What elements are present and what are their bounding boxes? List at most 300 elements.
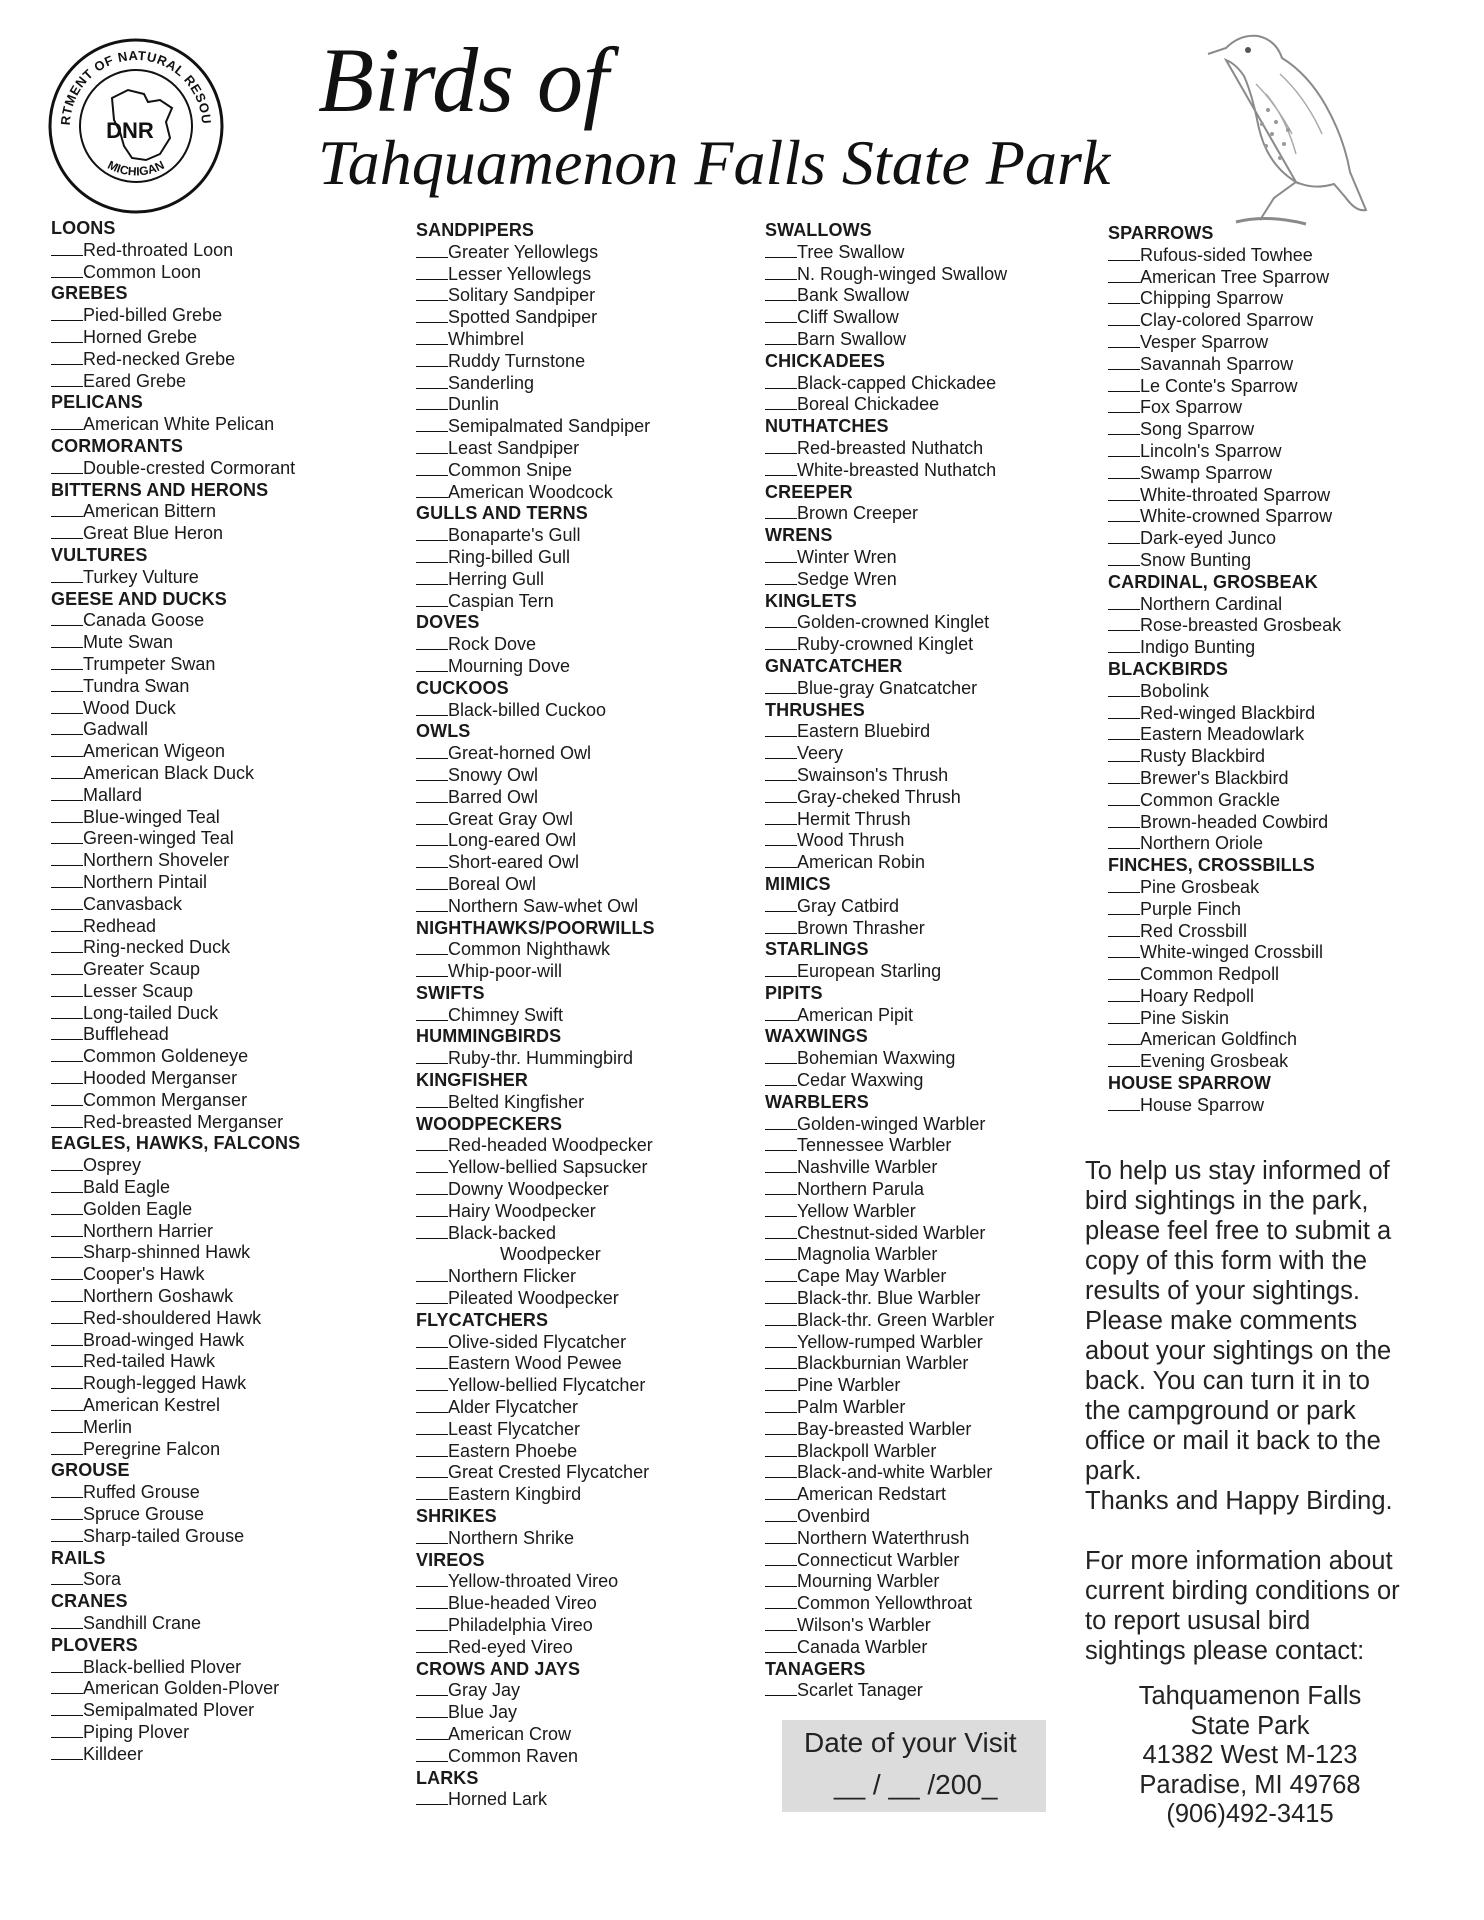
- species-checklist-item[interactable]: [51, 654, 391, 676]
- checkbox-blank[interactable]: [765, 1311, 797, 1326]
- species-checklist-item[interactable]: [1108, 441, 1448, 463]
- checkbox-blank[interactable]: [1108, 464, 1140, 479]
- checkbox-blank[interactable]: [1108, 551, 1140, 566]
- species-checklist-item[interactable]: [765, 1005, 1105, 1027]
- checkbox-blank[interactable]: [765, 1551, 797, 1566]
- checkbox-blank[interactable]: [1108, 268, 1140, 283]
- checkbox-blank[interactable]: [1108, 747, 1140, 762]
- species-checklist-item[interactable]: [416, 1266, 756, 1288]
- checkbox-blank[interactable]: [765, 1115, 797, 1130]
- species-checklist-item[interactable]: [1108, 724, 1448, 746]
- species-checklist-item[interactable]: [51, 1504, 391, 1526]
- species-checklist-item[interactable]: [416, 1157, 756, 1179]
- species-checklist-item[interactable]: [765, 1680, 1105, 1702]
- species-checklist-item[interactable]: [1108, 310, 1448, 332]
- checkbox-blank[interactable]: [51, 1679, 83, 1694]
- checkbox-blank[interactable]: [1108, 420, 1140, 435]
- species-checklist-item[interactable]: [416, 264, 756, 286]
- species-checklist-item[interactable]: [765, 1571, 1105, 1593]
- species-checklist-item[interactable]: [1108, 463, 1448, 485]
- checkbox-blank[interactable]: [765, 1071, 797, 1086]
- checkbox-blank[interactable]: [51, 1701, 83, 1716]
- species-checklist-item[interactable]: [416, 547, 756, 569]
- species-checklist-item[interactable]: [1108, 376, 1448, 398]
- checkbox-blank[interactable]: [1108, 682, 1140, 697]
- checkbox-blank[interactable]: [416, 1158, 448, 1173]
- checkbox-blank[interactable]: [765, 1442, 797, 1457]
- species-checklist-item[interactable]: [416, 438, 756, 460]
- checkbox-blank[interactable]: [765, 439, 797, 454]
- checkbox-blank[interactable]: [416, 330, 448, 345]
- checkbox-blank[interactable]: [765, 1507, 797, 1522]
- checkbox-blank[interactable]: [1108, 725, 1140, 740]
- species-checklist-item[interactable]: [765, 1484, 1105, 1506]
- checkbox-blank[interactable]: [51, 241, 83, 256]
- checkbox-blank[interactable]: [765, 1158, 797, 1173]
- checkbox-blank[interactable]: [51, 1527, 83, 1542]
- species-checklist-item[interactable]: [416, 482, 756, 504]
- checkbox-blank[interactable]: [51, 1483, 83, 1498]
- checkbox-blank[interactable]: [1108, 1096, 1140, 1111]
- checkbox-blank[interactable]: [51, 895, 83, 910]
- checkbox-blank[interactable]: [765, 308, 797, 323]
- checkbox-blank[interactable]: [416, 788, 448, 803]
- species-checklist-item[interactable]: [1108, 1008, 1448, 1030]
- species-checklist-item[interactable]: [765, 547, 1105, 569]
- checkbox-blank[interactable]: [765, 919, 797, 934]
- species-checklist-item[interactable]: [51, 828, 391, 850]
- checkbox-blank[interactable]: [1108, 246, 1140, 261]
- species-checklist-item[interactable]: [416, 460, 756, 482]
- species-checklist-item[interactable]: [765, 1135, 1105, 1157]
- checkbox-blank[interactable]: [416, 1136, 448, 1151]
- species-checklist-item[interactable]: [51, 1439, 391, 1461]
- species-checklist-item[interactable]: [51, 327, 391, 349]
- checkbox-blank[interactable]: [765, 744, 797, 759]
- species-checklist-item[interactable]: [1108, 812, 1448, 834]
- species-checklist-item[interactable]: [51, 1068, 391, 1090]
- species-checklist-item[interactable]: [416, 1789, 756, 1811]
- checkbox-blank[interactable]: [765, 1485, 797, 1500]
- species-checklist-item[interactable]: [765, 765, 1105, 787]
- species-checklist-item[interactable]: [416, 1593, 756, 1615]
- checkbox-blank[interactable]: [765, 1638, 797, 1653]
- species-checklist-item[interactable]: [51, 959, 391, 981]
- species-checklist-item[interactable]: [1108, 528, 1448, 550]
- checkbox-blank[interactable]: [416, 701, 448, 716]
- species-checklist-item[interactable]: [765, 1353, 1105, 1375]
- species-checklist-item[interactable]: [51, 1024, 391, 1046]
- checkbox-blank[interactable]: [765, 1267, 797, 1282]
- checkbox-blank[interactable]: [1108, 486, 1140, 501]
- checkbox-blank[interactable]: [416, 439, 448, 454]
- species-checklist-item[interactable]: [416, 1746, 756, 1768]
- species-checklist-item[interactable]: [765, 743, 1105, 765]
- species-checklist-item[interactable]: [416, 1571, 756, 1593]
- checkbox-blank[interactable]: [51, 633, 83, 648]
- species-checklist-item[interactable]: [765, 285, 1105, 307]
- species-checklist-item[interactable]: [51, 1308, 391, 1330]
- checkbox-blank[interactable]: [51, 764, 83, 779]
- checkbox-blank[interactable]: [51, 1614, 83, 1629]
- species-checklist-item[interactable]: [416, 525, 756, 547]
- species-checklist-item[interactable]: [51, 1090, 391, 1112]
- species-checklist-item[interactable]: [765, 438, 1105, 460]
- checkbox-blank[interactable]: [1108, 813, 1140, 828]
- checkbox-blank[interactable]: [765, 613, 797, 628]
- species-checklist-item[interactable]: [1108, 964, 1448, 986]
- species-checklist-item[interactable]: [416, 1179, 756, 1201]
- species-checklist-item[interactable]: [1108, 768, 1448, 790]
- species-checklist-item[interactable]: [1108, 703, 1448, 725]
- checkbox-blank[interactable]: [765, 766, 797, 781]
- checkbox-blank[interactable]: [51, 1418, 83, 1433]
- species-checklist-item[interactable]: [51, 1613, 391, 1635]
- species-checklist-item[interactable]: [765, 1157, 1105, 1179]
- checkbox-blank[interactable]: [1108, 289, 1140, 304]
- checkbox-blank[interactable]: [765, 1420, 797, 1435]
- species-checklist-item[interactable]: [416, 1092, 756, 1114]
- checkbox-blank[interactable]: [51, 568, 83, 583]
- checkbox-blank[interactable]: [765, 461, 797, 476]
- checkbox-blank[interactable]: [1108, 900, 1140, 915]
- checkbox-blank[interactable]: [416, 1006, 448, 1021]
- checkbox-blank[interactable]: [765, 1572, 797, 1587]
- species-checklist-item[interactable]: [765, 503, 1105, 525]
- species-checklist-item[interactable]: [416, 329, 756, 351]
- checkbox-blank[interactable]: [1108, 442, 1140, 457]
- species-checklist-item[interactable]: [1108, 899, 1448, 921]
- species-checklist-item[interactable]: [416, 961, 756, 983]
- species-checklist-item[interactable]: [1108, 637, 1448, 659]
- checkbox-blank[interactable]: [51, 655, 83, 670]
- species-checklist-item[interactable]: [51, 610, 391, 632]
- species-checklist-item[interactable]: [765, 1048, 1105, 1070]
- species-checklist-item[interactable]: [1108, 615, 1448, 637]
- species-checklist-item[interactable]: [51, 981, 391, 1003]
- species-checklist-item[interactable]: [1108, 397, 1448, 419]
- checkbox-blank[interactable]: [765, 1180, 797, 1195]
- checkbox-blank[interactable]: [51, 720, 83, 735]
- species-checklist-item[interactable]: [765, 1462, 1105, 1484]
- checkbox-blank[interactable]: [765, 243, 797, 258]
- checkbox-blank[interactable]: [51, 1440, 83, 1455]
- checkbox-blank[interactable]: [765, 1333, 797, 1348]
- species-checklist-item[interactable]: [1108, 485, 1448, 507]
- species-checklist-item[interactable]: [51, 240, 391, 262]
- species-checklist-item[interactable]: [1108, 1051, 1448, 1073]
- species-checklist-item[interactable]: [1108, 1029, 1448, 1051]
- checkbox-blank[interactable]: [765, 1681, 797, 1696]
- checkbox-blank[interactable]: [1108, 616, 1140, 631]
- species-checklist-item[interactable]: [765, 1223, 1105, 1245]
- checkbox-blank[interactable]: [51, 1745, 83, 1760]
- checkbox-blank[interactable]: [416, 1572, 448, 1587]
- species-checklist-item[interactable]: [416, 242, 756, 264]
- species-checklist-item[interactable]: [765, 612, 1105, 634]
- checkbox-blank[interactable]: [416, 766, 448, 781]
- checkbox-blank[interactable]: [51, 982, 83, 997]
- checkbox-blank[interactable]: [1108, 704, 1140, 719]
- species-checklist-item[interactable]: [765, 373, 1105, 395]
- checkbox-blank[interactable]: [765, 1136, 797, 1151]
- checkbox-blank[interactable]: [416, 243, 448, 258]
- species-checklist-item[interactable]: [416, 830, 756, 852]
- checkbox-blank[interactable]: [1108, 595, 1140, 610]
- species-checklist-item[interactable]: [51, 937, 391, 959]
- species-checklist-item[interactable]: [51, 1221, 391, 1243]
- species-checklist-item[interactable]: [765, 1244, 1105, 1266]
- species-checklist-item[interactable]: [51, 501, 391, 523]
- checkbox-blank[interactable]: [416, 1224, 448, 1239]
- checkbox-blank[interactable]: [1108, 377, 1140, 392]
- species-checklist-item[interactable]: [416, 1223, 756, 1245]
- species-checklist-item[interactable]: [765, 1419, 1105, 1441]
- checkbox-blank[interactable]: [51, 1265, 83, 1280]
- checkbox-blank[interactable]: [765, 570, 797, 585]
- species-checklist-item[interactable]: [51, 1569, 391, 1591]
- checkbox-blank[interactable]: [51, 1156, 83, 1171]
- species-checklist-item[interactable]: [1108, 245, 1448, 267]
- checkbox-blank[interactable]: [765, 1049, 797, 1064]
- species-checklist-item[interactable]: [51, 1199, 391, 1221]
- checkbox-blank[interactable]: [51, 677, 83, 692]
- checkbox-blank[interactable]: [416, 1703, 448, 1718]
- checkbox-blank[interactable]: [51, 1091, 83, 1106]
- species-checklist-item[interactable]: [51, 807, 391, 829]
- species-checklist-item[interactable]: [1108, 833, 1448, 855]
- species-checklist-item[interactable]: [1108, 1095, 1448, 1117]
- species-checklist-item[interactable]: [416, 1353, 756, 1375]
- species-checklist-item[interactable]: [416, 1637, 756, 1659]
- checkbox-blank[interactable]: [765, 1224, 797, 1239]
- checkbox-blank[interactable]: [416, 265, 448, 280]
- species-checklist-item[interactable]: [51, 305, 391, 327]
- checkbox-blank[interactable]: [765, 1616, 797, 1631]
- species-checklist-item[interactable]: [51, 698, 391, 720]
- checkbox-blank[interactable]: [416, 352, 448, 367]
- species-checklist-item[interactable]: [765, 1266, 1105, 1288]
- species-checklist-item[interactable]: [765, 394, 1105, 416]
- species-checklist-item[interactable]: [51, 349, 391, 371]
- checkbox-blank[interactable]: [1108, 1052, 1140, 1067]
- checkbox-blank[interactable]: [416, 1681, 448, 1696]
- species-checklist-item[interactable]: [51, 1046, 391, 1068]
- checkbox-blank[interactable]: [1108, 398, 1140, 413]
- checkbox-blank[interactable]: [51, 808, 83, 823]
- species-checklist-item[interactable]: [416, 1375, 756, 1397]
- species-checklist-item[interactable]: [416, 1680, 756, 1702]
- checkbox-blank[interactable]: [765, 679, 797, 694]
- checkbox-blank[interactable]: [416, 1529, 448, 1544]
- species-checklist-item[interactable]: [51, 1373, 391, 1395]
- species-checklist-item[interactable]: [765, 961, 1105, 983]
- species-checklist-item[interactable]: [416, 743, 756, 765]
- checkbox-blank[interactable]: [51, 502, 83, 517]
- checkbox-blank[interactable]: [1108, 333, 1140, 348]
- checkbox-blank[interactable]: [416, 286, 448, 301]
- species-checklist-item[interactable]: [765, 918, 1105, 940]
- species-checklist-item[interactable]: [765, 1615, 1105, 1637]
- species-checklist-item[interactable]: [51, 741, 391, 763]
- species-checklist-item[interactable]: [416, 373, 756, 395]
- checkbox-blank[interactable]: [1108, 878, 1140, 893]
- species-checklist-item[interactable]: [51, 1003, 391, 1025]
- checkbox-blank[interactable]: [1108, 834, 1140, 849]
- species-checklist-item[interactable]: [1108, 419, 1448, 441]
- species-checklist-item[interactable]: [416, 700, 756, 722]
- species-checklist-item[interactable]: [765, 1550, 1105, 1572]
- species-checklist-item[interactable]: [416, 1288, 756, 1310]
- checkbox-blank[interactable]: [51, 1069, 83, 1084]
- species-checklist-item[interactable]: [416, 1702, 756, 1724]
- species-checklist-item[interactable]: [765, 1397, 1105, 1419]
- checkbox-blank[interactable]: [765, 374, 797, 389]
- species-checklist-item[interactable]: [1108, 790, 1448, 812]
- species-checklist-item[interactable]: [416, 351, 756, 373]
- checkbox-blank[interactable]: [51, 1025, 83, 1040]
- species-checklist-item[interactable]: [51, 523, 391, 545]
- species-checklist-item[interactable]: [416, 1201, 756, 1223]
- checkbox-blank[interactable]: [416, 1267, 448, 1282]
- checkbox-blank[interactable]: [765, 548, 797, 563]
- checkbox-blank[interactable]: [51, 415, 83, 430]
- checkbox-blank[interactable]: [416, 1354, 448, 1369]
- checkbox-blank[interactable]: [51, 938, 83, 953]
- checkbox-blank[interactable]: [51, 1287, 83, 1302]
- checkbox-blank[interactable]: [51, 328, 83, 343]
- checkbox-blank[interactable]: [765, 810, 797, 825]
- checkbox-blank[interactable]: [765, 635, 797, 650]
- species-checklist-item[interactable]: [51, 1395, 391, 1417]
- checkbox-blank[interactable]: [416, 1442, 448, 1457]
- species-checklist-item[interactable]: [1108, 681, 1448, 703]
- species-checklist-item[interactable]: [1108, 550, 1448, 572]
- checkbox-blank[interactable]: [51, 699, 83, 714]
- checkbox-blank[interactable]: [765, 1594, 797, 1609]
- checkbox-blank[interactable]: [765, 265, 797, 280]
- checkbox-blank[interactable]: [765, 1245, 797, 1260]
- species-checklist-item[interactable]: [51, 872, 391, 894]
- checkbox-blank[interactable]: [1108, 529, 1140, 544]
- species-checklist-item[interactable]: [765, 1114, 1105, 1136]
- checkbox-blank[interactable]: [416, 657, 448, 672]
- species-checklist-item[interactable]: [51, 785, 391, 807]
- checkbox-blank[interactable]: [416, 461, 448, 476]
- checkbox-blank[interactable]: [765, 897, 797, 912]
- species-checklist-item[interactable]: [1108, 332, 1448, 354]
- species-checklist-item[interactable]: [51, 1351, 391, 1373]
- species-checklist-item[interactable]: [51, 1722, 391, 1744]
- species-checklist-item[interactable]: [1108, 354, 1448, 376]
- checkbox-blank[interactable]: [765, 1202, 797, 1217]
- species-checklist-item[interactable]: [416, 1005, 756, 1027]
- checkbox-blank[interactable]: [51, 350, 83, 365]
- species-checklist-item[interactable]: [51, 632, 391, 654]
- species-checklist-item[interactable]: [1108, 506, 1448, 528]
- checkbox-blank[interactable]: [765, 831, 797, 846]
- species-checklist-item[interactable]: [416, 765, 756, 787]
- checkbox-blank[interactable]: [416, 875, 448, 890]
- species-checklist-item[interactable]: [765, 1332, 1105, 1354]
- checkbox-blank[interactable]: [416, 1485, 448, 1500]
- checkbox-blank[interactable]: [1108, 638, 1140, 653]
- checkbox-blank[interactable]: [416, 483, 448, 498]
- species-checklist-item[interactable]: [51, 1155, 391, 1177]
- species-checklist-item[interactable]: [416, 1615, 756, 1637]
- species-checklist-item[interactable]: [416, 1462, 756, 1484]
- checkbox-blank[interactable]: [765, 1398, 797, 1413]
- species-checklist-item[interactable]: [765, 1593, 1105, 1615]
- checkbox-blank[interactable]: [765, 1463, 797, 1478]
- checkbox-blank[interactable]: [51, 1723, 83, 1738]
- checkbox-blank[interactable]: [416, 1289, 448, 1304]
- species-checklist-item[interactable]: [51, 1242, 391, 1264]
- checkbox-blank[interactable]: [416, 395, 448, 410]
- checkbox-blank[interactable]: [765, 504, 797, 519]
- checkbox-blank[interactable]: [416, 962, 448, 977]
- checkbox-blank[interactable]: [765, 1006, 797, 1021]
- checkbox-blank[interactable]: [765, 722, 797, 737]
- checkbox-blank[interactable]: [416, 308, 448, 323]
- checkbox-blank[interactable]: [51, 851, 83, 866]
- species-checklist-item[interactable]: [765, 634, 1105, 656]
- species-checklist-item[interactable]: [51, 676, 391, 698]
- checkbox-blank[interactable]: [765, 395, 797, 410]
- species-checklist-item[interactable]: [51, 894, 391, 916]
- checkbox-blank[interactable]: [1108, 922, 1140, 937]
- species-checklist-item[interactable]: [51, 371, 391, 393]
- species-checklist-item[interactable]: [51, 262, 391, 284]
- checkbox-blank[interactable]: [765, 1376, 797, 1391]
- checkbox-blank[interactable]: [1108, 987, 1140, 1002]
- species-checklist-item[interactable]: [1108, 877, 1448, 899]
- species-checklist-item[interactable]: [51, 916, 391, 938]
- checkbox-blank[interactable]: [51, 1200, 83, 1215]
- species-checklist-item[interactable]: [765, 1528, 1105, 1550]
- checkbox-blank[interactable]: [1108, 311, 1140, 326]
- checkbox-blank[interactable]: [416, 1725, 448, 1740]
- checkbox-blank[interactable]: [416, 1638, 448, 1653]
- checkbox-blank[interactable]: [1108, 1009, 1140, 1024]
- species-checklist-item[interactable]: [416, 809, 756, 831]
- species-checklist-item[interactable]: [51, 1526, 391, 1548]
- species-checklist-item[interactable]: [416, 569, 756, 591]
- checkbox-blank[interactable]: [416, 570, 448, 585]
- checkbox-blank[interactable]: [51, 524, 83, 539]
- checkbox-blank[interactable]: [51, 1570, 83, 1585]
- checkbox-blank[interactable]: [765, 330, 797, 345]
- species-checklist-item[interactable]: [765, 1637, 1105, 1659]
- species-checklist-item[interactable]: [765, 1375, 1105, 1397]
- checkbox-blank[interactable]: [51, 917, 83, 932]
- species-checklist-item[interactable]: [416, 939, 756, 961]
- checkbox-blank[interactable]: [51, 1047, 83, 1062]
- checkbox-blank[interactable]: [416, 853, 448, 868]
- species-checklist-item[interactable]: [416, 1135, 756, 1157]
- checkbox-blank[interactable]: [416, 1463, 448, 1478]
- checkbox-blank[interactable]: [51, 1113, 83, 1128]
- checkbox-blank[interactable]: [416, 1420, 448, 1435]
- species-checklist-item[interactable]: [765, 569, 1105, 591]
- checkbox-blank[interactable]: [416, 1049, 448, 1064]
- species-checklist-item[interactable]: [51, 1744, 391, 1766]
- checkbox-blank[interactable]: [416, 526, 448, 541]
- species-checklist-item[interactable]: [51, 719, 391, 741]
- checkbox-blank[interactable]: [51, 1222, 83, 1237]
- species-checklist-item[interactable]: [1108, 921, 1448, 943]
- species-checklist-item[interactable]: [765, 830, 1105, 852]
